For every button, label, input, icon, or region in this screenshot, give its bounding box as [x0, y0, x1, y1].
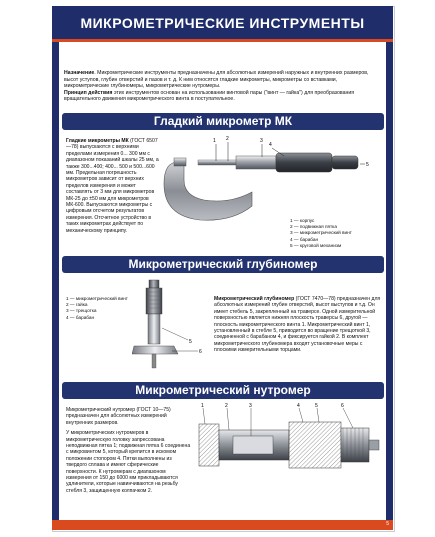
- mk-frame-shape: [164, 162, 252, 220]
- purpose-label: Назначение: [64, 70, 95, 76]
- depth-description: [214, 296, 381, 354]
- depth-rod: [152, 354, 156, 368]
- bore-callout-3: 3: [249, 403, 252, 409]
- page-title: МИКРОМЕТРИЧЕСКИЕ ИНСТРУМЕНТЫ: [80, 15, 365, 31]
- mk-legend-item: 3 — микрометрический винт: [290, 230, 352, 236]
- section-heading-depth: Микрометрический глубиномер: [62, 256, 384, 273]
- depth-legend: [66, 296, 136, 321]
- bore-left-cap: [199, 424, 219, 466]
- depth-legend-item: 1 — микрометрический винт: [66, 296, 128, 301]
- mk-legend: [290, 218, 380, 249]
- mk-thimble: [276, 153, 332, 172]
- depth-ratchet: [149, 280, 159, 288]
- depth-gauge-illustration: [132, 278, 212, 372]
- mk-legend-item: 4 — барабан: [290, 236, 319, 242]
- bore-callout-5: 5: [315, 403, 318, 409]
- right-decor-strip: [386, 42, 393, 522]
- bore-sleeve: [233, 436, 273, 454]
- mk-anvil: [174, 158, 186, 166]
- depth-callout-5: 5: [189, 339, 192, 345]
- mk-legend-item: 2 — подвижная пятка: [290, 224, 337, 230]
- page-number: 5: [386, 521, 389, 527]
- left-decor-strip: [52, 42, 59, 522]
- mk-desc-text: (ГОСТ 6507—78) выпускаются с верхними пределами измерения 0... 300 мм с диапазоном показаний шкалы 25 мм, а также 300...400; 400... 500 и 500...600 мм. Предельная погрешность микрометров зависит от верхних пределов измерения и может составлять от 3 мм для микрометров МК-25 до ±50 мм для микрометров МК-600. Выпускаются микрометры с цифровым отсчетом результатов измерения. Отсчетное устройство в таких микрометрах действует по механическому принципу.: [66, 138, 159, 234]
- mk-callout-1: 1: [213, 138, 216, 144]
- bore-callout-6: 6: [341, 403, 344, 409]
- mk-desc-label: Гладкие микрометры МК: [66, 138, 129, 144]
- mk-sleeve: [236, 156, 276, 169]
- principle-text: этих инструментов основан на использовании винтовой пары ("винт — гайка") для преобразования вращательного движения микрометрического винта в поступательное.: [64, 89, 355, 102]
- section-heading-bore: Микрометрический нутромер: [62, 382, 384, 399]
- bore-callout-4: 4: [297, 403, 300, 409]
- bore-callout-2: 2: [225, 403, 228, 409]
- mk-spindle: [198, 160, 238, 165]
- intro-text: [64, 70, 382, 103]
- bore-desc-p1: Микрометрический нутромер (ГОСТ 10—75) предназначен для абсолютных измерений внутренних размеров.: [66, 407, 171, 426]
- bore-description: [66, 407, 191, 494]
- bore-callout-1: 1: [201, 403, 204, 409]
- mk-description: [66, 138, 159, 234]
- depth-desc-text: (ГОСТ 7470—78) предназначен для абсолютных измерений глубин отверстий, высот выступов и т.д. Он имеет стебель 5, закрепленный на траверсе. Одной измерительной поверхностью является нижняя плоскость траверсы 6, другой — плоскость микрометрического винта 1. Микрометрический винт 1, установленный в стебле 5, приводится во вращение трещоткой 3, соединенной с барабаном 4, и фиксируется гайкой 2. В комплект микрометрического глубиномера входят установочные меры с плоскими измерительными торцами.: [214, 296, 381, 354]
- bore-gauge-illustration: [193, 400, 383, 492]
- bottom-decor-strip: [52, 520, 393, 530]
- mk-callout-4: 4: [269, 142, 272, 148]
- bore-tip: [369, 440, 379, 450]
- depth-callout-6: 6: [199, 349, 202, 355]
- principle-label: Принцип действия: [64, 89, 113, 96]
- depth-traverse: [132, 346, 178, 354]
- mk-callout-2: 2: [226, 136, 229, 142]
- purpose-text: . Микрометрические инструменты предназначены для абсолютных измерений наружных и внутренних размеров, высот уступов, глубин отверстий и пазов и т. д. К ним относятся гладкие микрометры, микрометры со вставками, микрометрические глубиномеры, микрометрические нутромеры.: [64, 70, 369, 89]
- mk-callout-5: 5: [366, 162, 369, 168]
- bore-head-section: [289, 422, 341, 468]
- section-heading-mk: Гладкий микрометр МК: [62, 113, 384, 130]
- depth-legend-item: 2 — гайка: [66, 302, 88, 308]
- mk-ratchet: [332, 156, 358, 169]
- mk-legend-item: 5 — круговой механизм: [290, 242, 342, 248]
- title-bar: [52, 6, 393, 42]
- mk-legend-item: 1 — корпус: [290, 218, 315, 223]
- depth-legend-item: 3 — трещотка: [66, 308, 97, 314]
- bore-desc-p2: У микрометрических нутромеров в микрометрическую головку запрессована неподвижная пятка 1; подвижная пятка 6 соединена с микровинтом 5, который крепится в искомом положении стопором 4. Пятки выполнены из твердого сплава и имеют сферические поверхности. К нутромерам с диапазоном измерения от 150 до 6000 мм прикладываются удлинители, которые навинчиваются на резьбу стебля 3, защищенную колпачком 2.: [66, 430, 191, 494]
- depth-legend-item: 4 — барабан: [66, 314, 95, 320]
- depth-stem: [148, 314, 160, 344]
- mk-callout-3: 3: [260, 138, 263, 144]
- depth-desc-label: Микрометрический глубиномер: [214, 296, 295, 302]
